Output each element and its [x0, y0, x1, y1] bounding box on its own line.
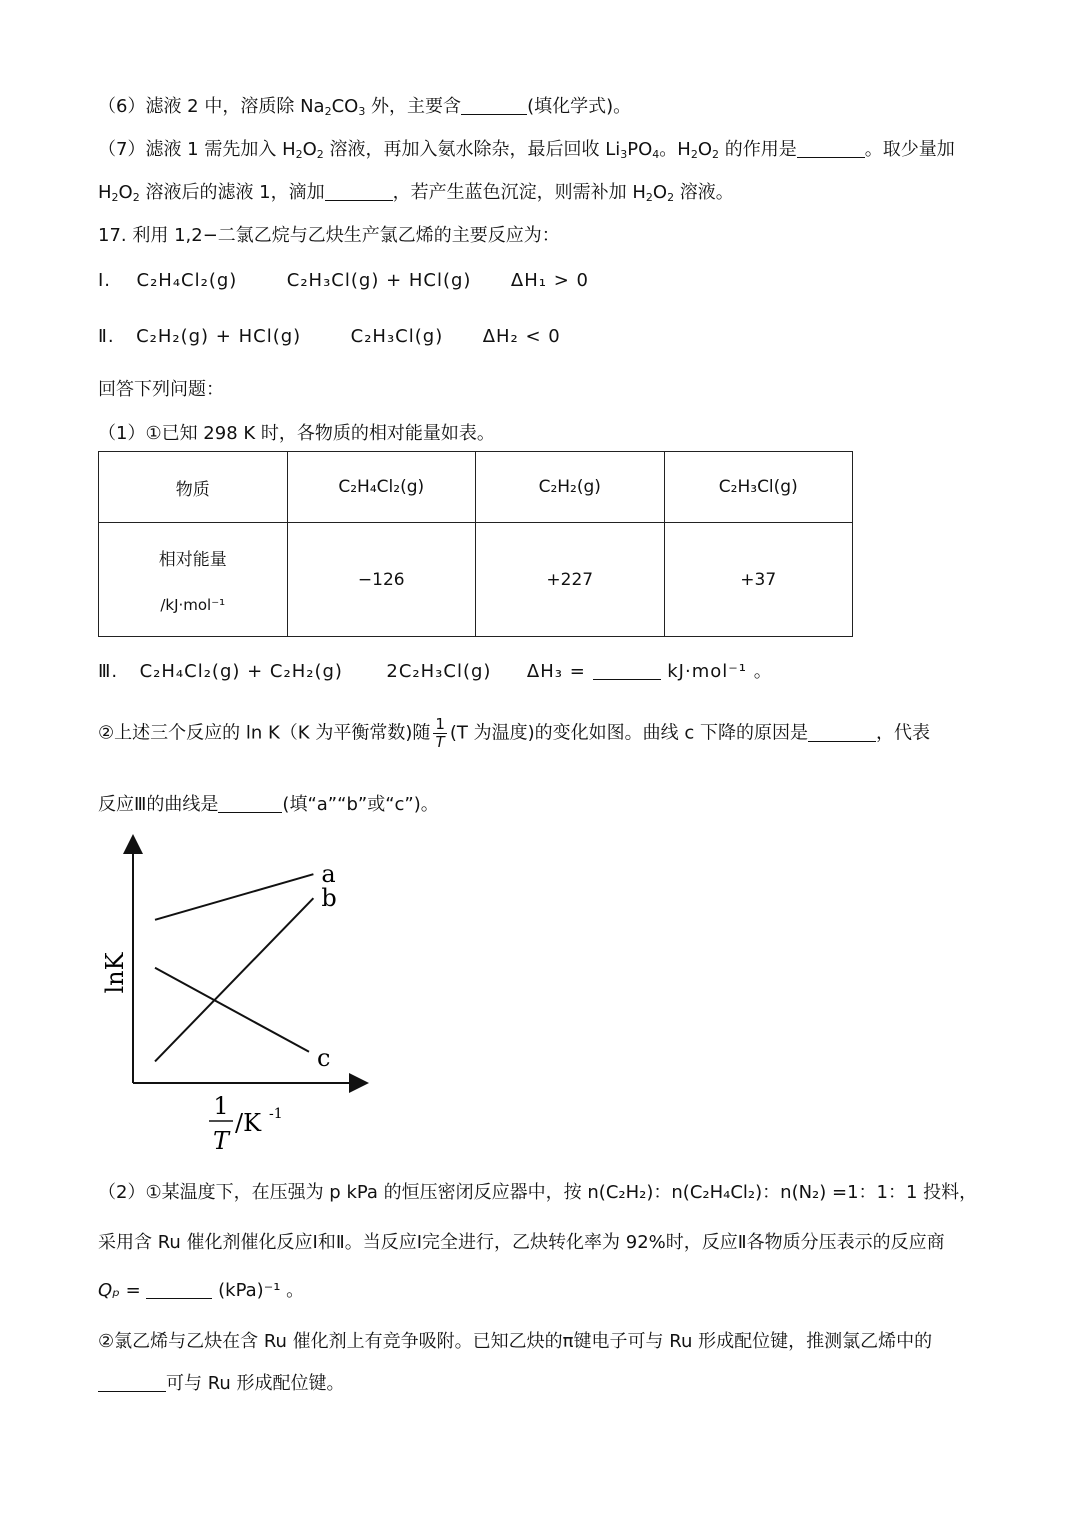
part2-line3: Qₚ = (kPa)⁻¹ 。	[98, 1280, 305, 1301]
part2-question-2: ②氯乙烯与乙炔在含 Ru 催化剂上有竞争吸附。已知乙炔的π键电子可与 Ru 形成配位键，推测氯乙烯中的	[98, 1331, 933, 1352]
question-17-title: 17. 利用 1,2−二氯乙烷与乙炔生产氯乙烯的主要反应为：	[98, 225, 560, 246]
table-row	[99, 523, 853, 637]
table-cell: +227	[476, 523, 665, 637]
table-header-cell: C₂H₂(g)	[476, 452, 665, 523]
reaction-2: Ⅱ. C₂H₂(g) + HCl(g) C₂H₃Cl(g) ΔH₂ < 0	[98, 326, 561, 347]
table-header-cell: C₂H₃Cl(g)	[664, 452, 853, 523]
table-header-cell: C₂H₄Cl₂(g)	[287, 452, 476, 523]
x-axis-label-numerator: 1	[213, 1092, 229, 1120]
table-row-label: 相对能量 /kJ·mol⁻¹	[99, 523, 288, 637]
table-cell: +37	[664, 523, 853, 637]
lnk-vs-inverse-t-chart	[95, 828, 395, 1158]
table-header-row	[99, 452, 853, 523]
table-row-unit: /kJ·mol⁻¹	[160, 596, 226, 614]
series-line-c	[155, 968, 309, 1052]
part2-question-2-line2: 可与 Ru 形成配位键。	[98, 1369, 345, 1395]
question-7-line1: （7）滤液 1 需先加入 $H_2O_2$ 溶液，再加入氨水除杂，最后回收 $Li_3PO_4$。$H_2O_2$ 的作用是 。取少量加	[98, 139, 955, 161]
part1-intro: （1）①已知 298 K 时，各物质的相对能量如表。	[98, 423, 495, 444]
relative-energy-table	[98, 451, 853, 637]
x-axis-label-unit: /K	[235, 1109, 262, 1137]
x-axis-label-denominator: T	[212, 1127, 230, 1155]
answer-blank	[325, 182, 393, 201]
series-label-c: c	[317, 1043, 331, 1072]
answer-blank	[461, 96, 527, 115]
reaction-1: Ⅰ. C₂H₄Cl₂(g) C₂H₃Cl(g) + HCl(g) ΔH₁ > 0	[98, 270, 589, 291]
part1-question-2-line2: 反应Ⅲ的曲线是 (填“a”“b”或“c”)。	[98, 794, 439, 815]
question-6: （6）滤液 2 中，溶质除 $Na_2CO_3$ 外，主要含 (填化学式)。	[98, 96, 632, 118]
answer-blank	[98, 1373, 166, 1392]
answer-blank	[146, 1280, 212, 1299]
y-axis-label: lnK	[101, 952, 129, 994]
answer-blank	[593, 661, 661, 680]
table-cell: −126	[287, 523, 476, 637]
x-axis-label-unit-exponent: -1	[269, 1106, 283, 1122]
series-layer	[155, 860, 337, 1072]
series-label-a: a	[321, 860, 336, 889]
part1-question-2: ②上述三个反应的 ln K（K 为平衡常数)随 $\frac{1}{T}$ (T 为温度)的变化如图。曲线 c 下降的原因是 ，代表	[98, 715, 930, 751]
answer-blank	[797, 139, 865, 158]
part2-line1: （2）①某温度下，在压强为 p kPa 的恒压密闭反应器中，按 n(C₂H₂)：n(C₂H₄Cl₂)：n(N₂) =1：1：1 投料，	[98, 1182, 978, 1203]
answer-blank	[218, 794, 282, 813]
question-7-line2: $H_2O_2$ 溶液后的滤液 1，滴加 ，若产生蓝色沉淀，则需补加 $H_2O_2$ 溶液。	[98, 182, 734, 204]
answer-prompt: 回答下列问题：	[98, 379, 224, 400]
series-line-a	[155, 874, 313, 920]
part2-line2: 采用含 Ru 催化剂催化反应Ⅰ和Ⅱ。当反应Ⅰ完全进行，乙炔转化率为 92%时，反应Ⅱ各物质分压表示的反应商	[98, 1232, 945, 1253]
answer-blank	[808, 723, 876, 742]
series-label-b: b	[321, 884, 337, 913]
table-header-cell: 物质	[99, 452, 288, 523]
fraction-1-over-t: $\frac{1}{T}$	[435, 715, 445, 751]
reaction-3: Ⅲ. C₂H₄Cl₂(g) + C₂H₂(g) 2C₂H₃Cl(g) ΔH₃ = kJ·mol⁻¹ 。	[98, 661, 773, 682]
